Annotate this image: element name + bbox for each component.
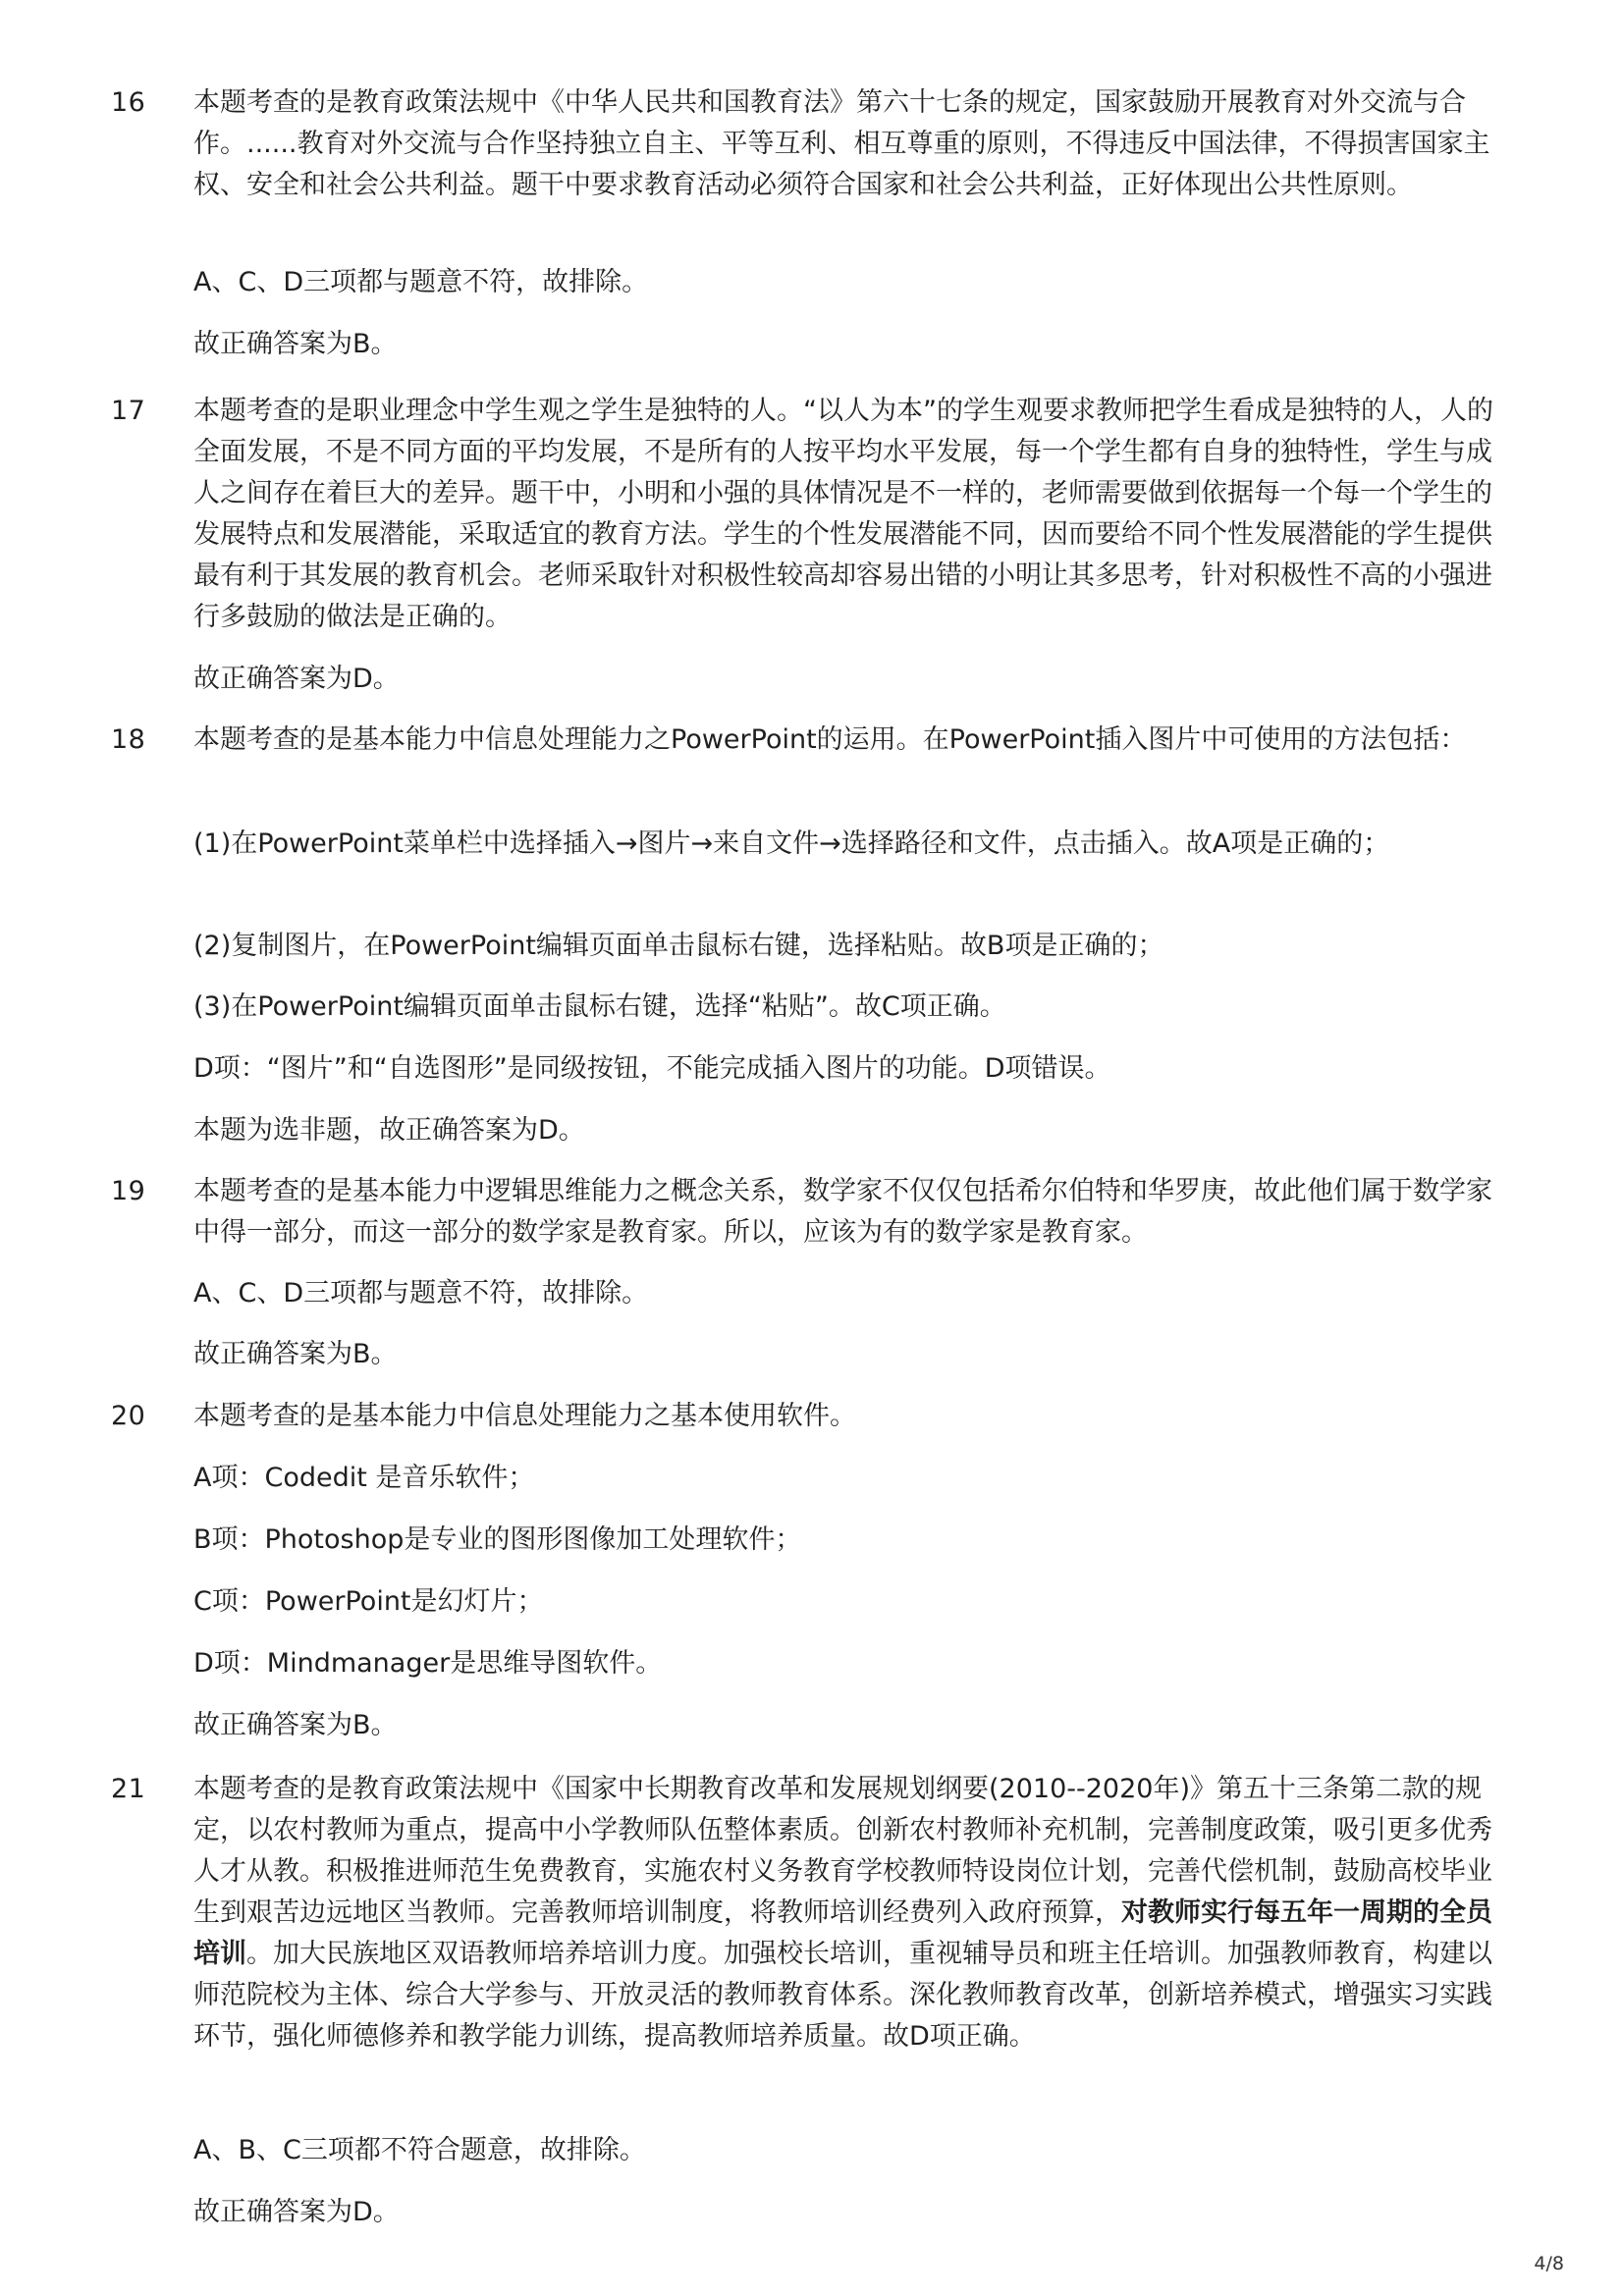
method-2: (2)复制图片，在PowerPoint编辑页面单击鼠标右键，选择粘贴。故B项是正确的； [193, 931, 1164, 961]
explanation-text-continued: 。加大民族地区双语教师培养培训力度。加强校长培训，重视辅导员和班主任培训。加强教师教育，构建以师范院校为主体、综合大学参与、开放灵活的教师教育体系。深化教师教育改革，创新培养模式，增强实习实践环节，强化师德修养和教学能力训练，提高教师培养质量。故D项正确。 [193, 1939, 1492, 2052]
option-a-note: A项：Codedit 是音乐软件； [193, 1463, 535, 1493]
item-number: 17 [111, 396, 146, 426]
explanation-paragraph: 本题考查的是职业理念中学生观之学生是独特的人。“以人为本”的学生观要求教师把学生看成是独特的人，人的全面发展，不是不同方面的平均发展，不是所有的人按平均水平发展，每一个学生都有自身的独特性，学生与成人之间存在着巨大的差异。题干中，小明和小强的具体情况是不一样的，老师需要做到依据每一个每一个学生的发展特点和发展潜能，采取适宜的教育方法。学生的个性发展潜能不同，因而要给不同个性发展潜能的学生提供最有利于其发展的教育机会。老师采取针对积极性较高却容易出错的小明让其多思考，针对积极性不高的小强进行多鼓励的做法是正确的。 [193, 396, 1493, 632]
explanation-paragraph: 本题考查的是基本能力中信息处理能力之PowerPoint的运用。在PowerPoint插入图片中可使用的方法包括： [193, 724, 1467, 755]
option-b-note: B项：Photoshop是专业的图形图像加工处理软件； [193, 1524, 802, 1555]
elimination-note: A、B、C三项都不符合题意，故排除。 [193, 2135, 646, 2165]
method-1: (1)在PowerPoint菜单栏中选择插入→图片→来自文件→选择路径和文件，点击插入。故A项是正确的； [193, 828, 1390, 859]
explanation-paragraph: 本题考查的是教育政策法规中《中华人民共和国教育法》第六十七条的规定，国家鼓励开展教育对外交流与合作。......教育对外交流与合作坚持独立自主、平等互利、相互尊重的原则，不得违反中国法律，不得损害国家主权、安全和社会公共利益。题干中要求教育活动必须符合国家和社会公共利益，正好体现出公共性原则。 [193, 87, 1490, 200]
explanation-text: 本题考查的是教育政策法规中《国家中长期教育改革和发展规划纲要(2010--2020年)》第五十三条第二款的规定，以农村教师为重点，提高中小学教师队伍整体素质。创新农村教师补充机制，完善制度政策，吸引更多优秀人才从教。积极推进师范生免费教育，实施农村义务教育学校教师特设岗位计划，完善代偿机制，鼓励高校毕业生到艰苦边远地区当教师。完善教师培训制度，将教师培训经费列入政府预算， [193, 1774, 1492, 1928]
answer-line: 本题为选非题，故正确答案为D。 [193, 1115, 585, 1146]
item-number: 16 [111, 87, 146, 118]
item-number: 21 [111, 1774, 146, 1804]
item-number: 20 [111, 1401, 146, 1431]
explanation-paragraph [193, 1769, 1499, 2057]
answer-line: 故正确答案为D。 [193, 2197, 400, 2227]
page-number: 4/8 [1534, 2253, 1564, 2274]
item-number: 18 [111, 724, 146, 755]
option-d-note: D项：Mindmanager是思维导图软件。 [193, 1648, 663, 1679]
item-number: 19 [111, 1176, 146, 1206]
explanation-paragraph: 本题考查的是基本能力中信息处理能力之基本使用软件。 [193, 1401, 856, 1431]
answer-line: 故正确答案为B。 [193, 1710, 398, 1740]
answer-line: 故正确答案为D。 [193, 664, 400, 694]
explanation-paragraph: 本题考查的是基本能力中逻辑思维能力之概念关系，数学家不仅仅包括希尔伯特和华罗庚，故此他们属于数学家中得一部分，而这一部分的数学家是教育家。所以，应该为有的数学家是教育家。 [193, 1176, 1492, 1248]
elimination-note: A、C、D三项都与题意不符，故排除。 [193, 1278, 649, 1308]
method-3: (3)在PowerPoint编辑页面单击鼠标右键，选择“粘贴”。故C项正确。 [193, 991, 1006, 1022]
bold-emphasis: 对教师实行每五年一周期的全员培训 [193, 1897, 1492, 1969]
option-d-note: D项：“图片”和“自选图形”是同级按钮，不能完成插入图片的功能。D项错误。 [193, 1053, 1111, 1084]
answer-line: 故正确答案为B。 [193, 1339, 398, 1369]
option-c-note: C项：PowerPoint是幻灯片； [193, 1586, 544, 1617]
elimination-note: A、C、D三项都与题意不符，故排除。 [193, 267, 649, 297]
answer-line: 故正确答案为B。 [193, 329, 398, 359]
